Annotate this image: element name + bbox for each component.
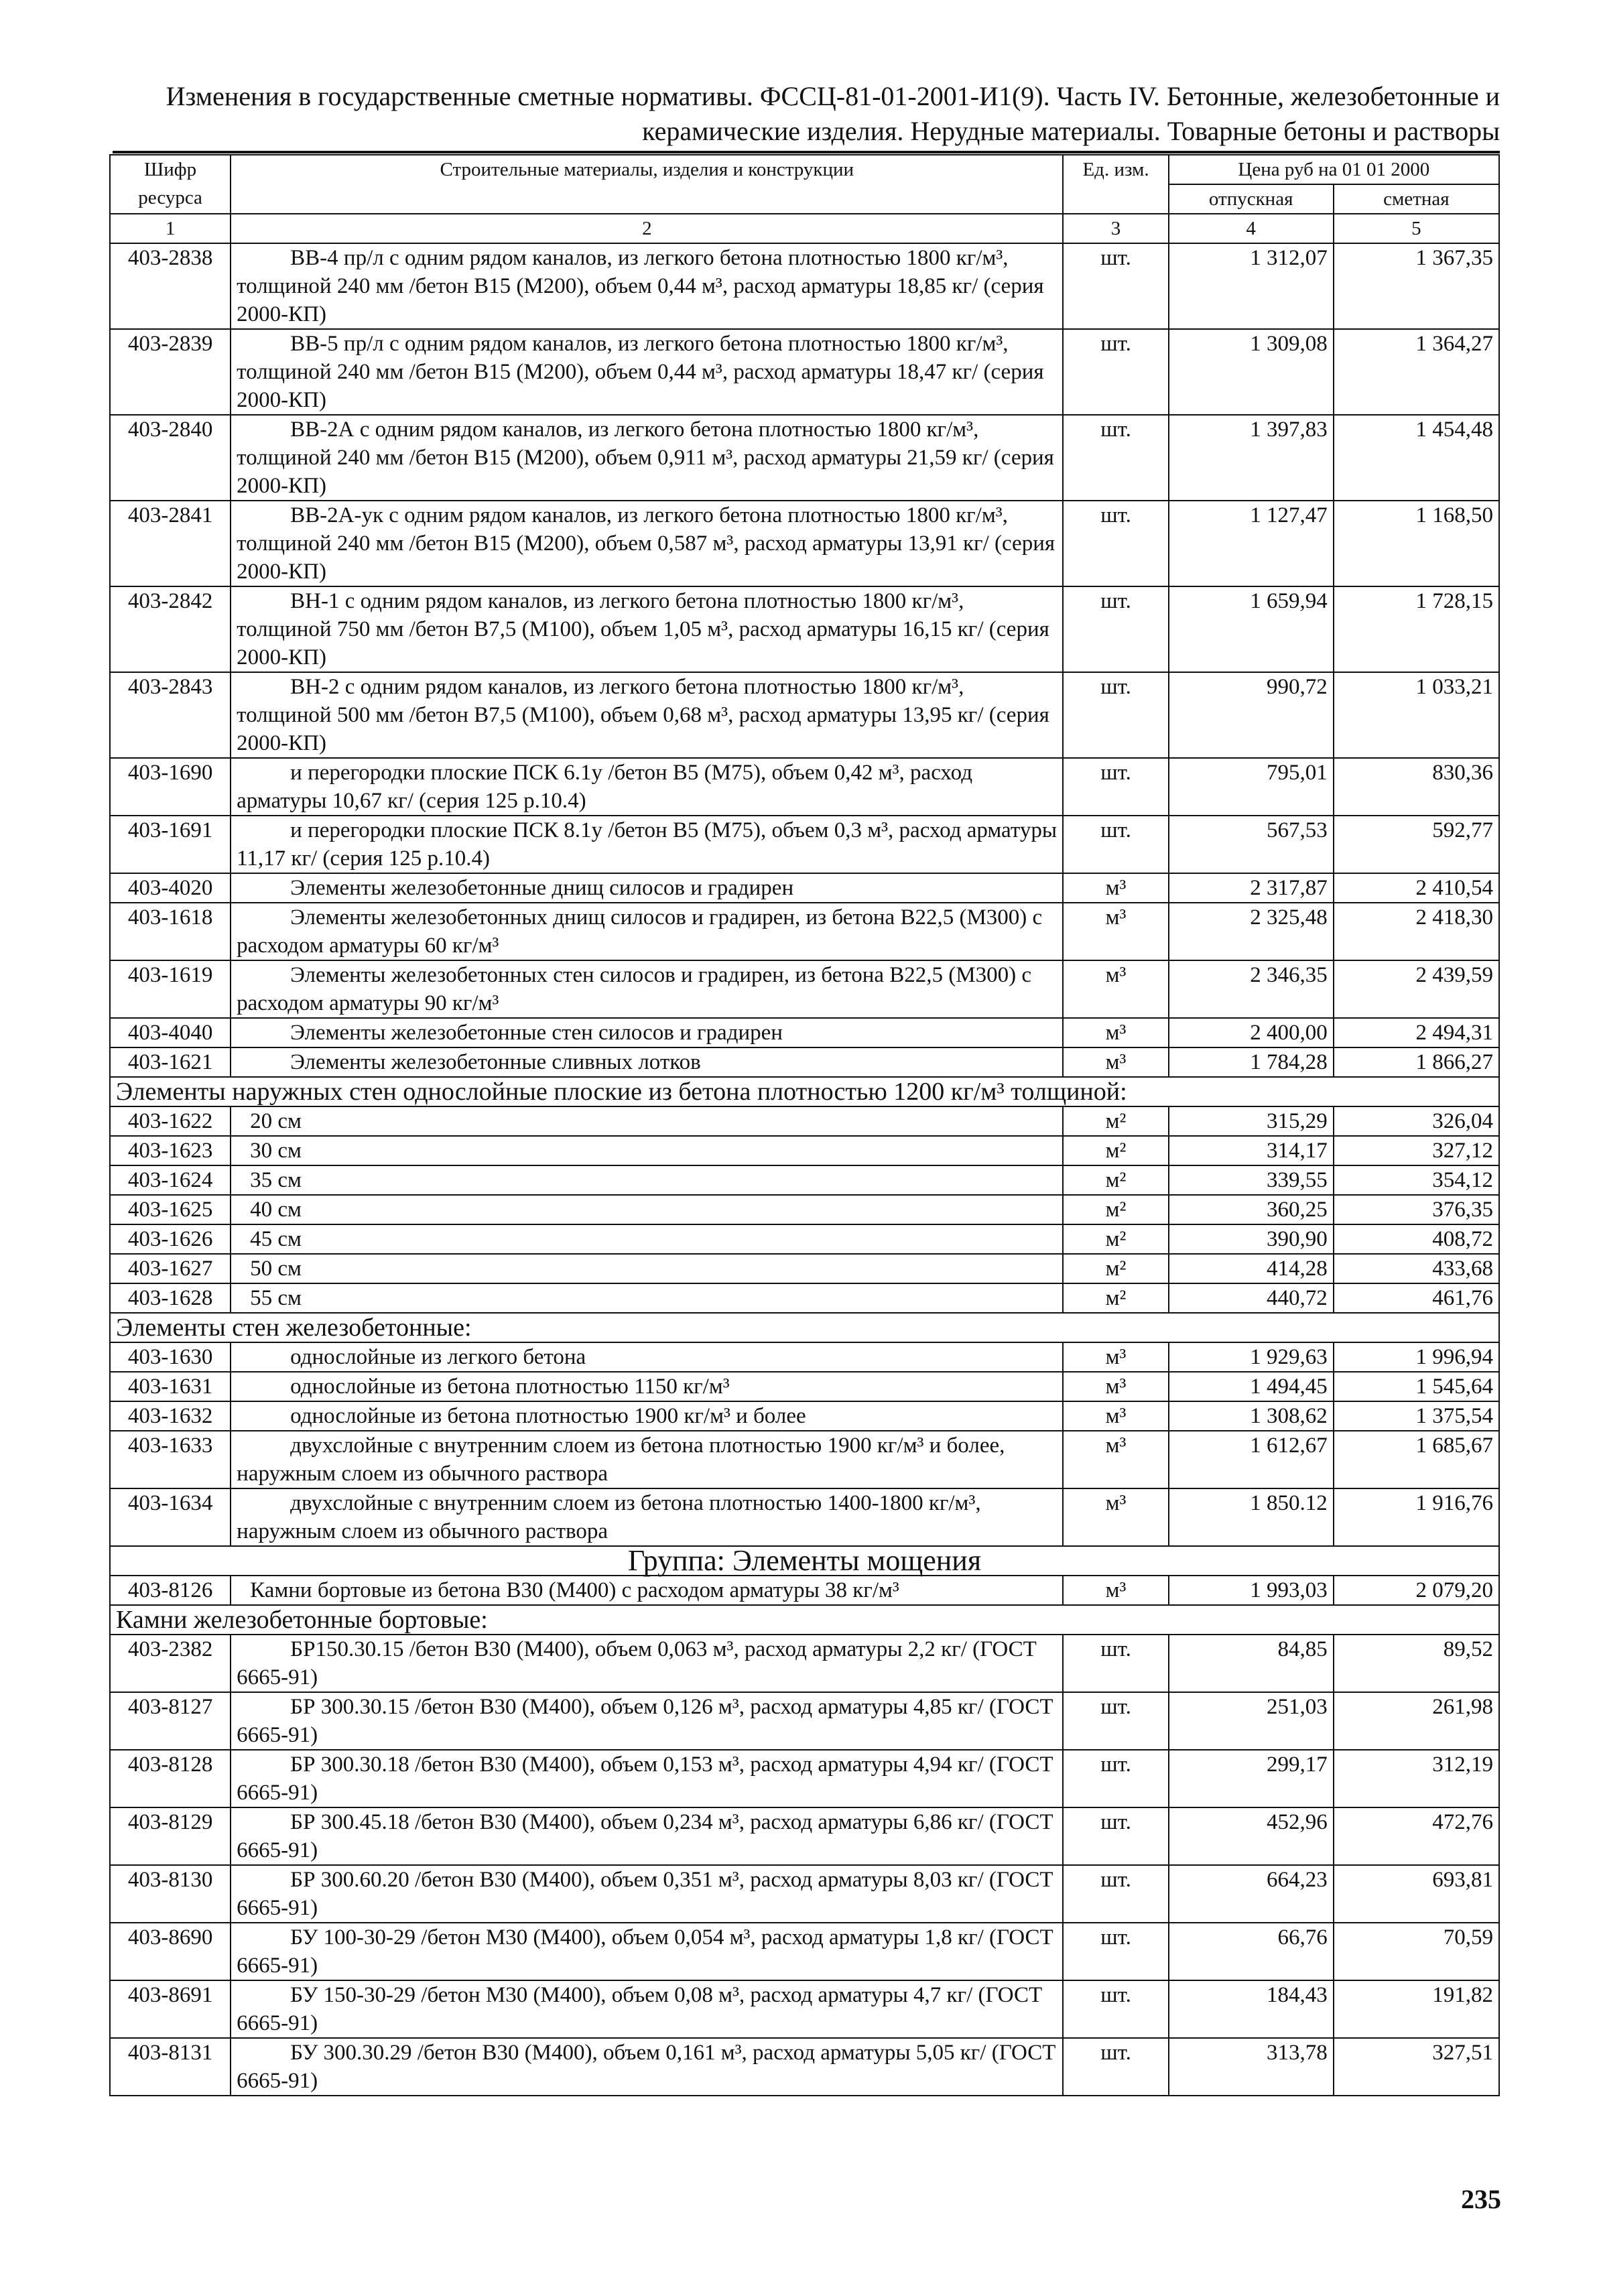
price-release: 1 127,47 <box>1169 501 1334 586</box>
price-release: 314,17 <box>1169 1136 1334 1165</box>
price-estimate: 1 545,64 <box>1334 1372 1499 1401</box>
unit: шт. <box>1063 243 1168 329</box>
price-release: 567,53 <box>1169 816 1334 873</box>
page-header <box>134 79 1500 149</box>
price-table <box>109 154 1500 2096</box>
header-line-1: Изменения в государственные сметные нормативы. ФССЦ-81-01-2001-И1(9). Часть IV. Бетонные, железобетонные и <box>166 81 1500 111</box>
resource-code: 403-1628 <box>110 1283 231 1313</box>
table-row <box>110 1401 1499 1431</box>
resource-code: 403-8129 <box>110 1807 231 1865</box>
material-name: двухслойные с внутренним слоем из бетона плотностью 1900 кг/м³ и более, наружным слоем из обычного раствора <box>231 1431 1063 1488</box>
unit: шт. <box>1063 672 1168 758</box>
price-estimate: 327,12 <box>1334 1136 1499 1165</box>
resource-code: 403-2839 <box>110 329 231 415</box>
price-release: 315,29 <box>1169 1106 1334 1136</box>
price-release: 66,76 <box>1169 1923 1334 1980</box>
price-estimate: 1 996,94 <box>1334 1342 1499 1372</box>
material-name: 50 см <box>231 1254 1063 1283</box>
unit: м² <box>1063 1254 1168 1283</box>
unit: м³ <box>1063 1401 1168 1431</box>
price-release: 1 850.12 <box>1169 1488 1334 1546</box>
material-name: и перегородки плоские ПСК 6.1у /бетон В5 (М75), объем 0,42 м³, расход арматуры 10,67 кг/ (серия 125 р.10.4) <box>231 758 1063 816</box>
unit: м³ <box>1063 1488 1168 1546</box>
price-estimate: 1 454,48 <box>1334 415 1499 501</box>
material-name: Элементы железобетонных днищ силосов и градирен, из бетона В22,5 (М300) с расходом арматуры 60 кг/м³ <box>231 903 1063 960</box>
price-release: 1 929,63 <box>1169 1342 1334 1372</box>
price-estimate: 191,82 <box>1334 1980 1499 2038</box>
unit: шт. <box>1063 415 1168 501</box>
section-title: Элементы стен железобетонные: <box>110 1313 1499 1342</box>
table-row <box>110 873 1499 903</box>
price-estimate: 830,36 <box>1334 758 1499 816</box>
material-name: ВВ-5 пр/л с одним рядом каналов, из легкого бетона плотностью 1800 кг/м³, толщиной 240 мм /бетон В15 (М200), объем 0,44 м³, расход арматуры 18,47 кг/ (серия 2000-КП) <box>231 329 1063 415</box>
unit: шт. <box>1063 1807 1168 1865</box>
price-release: 299,17 <box>1169 1750 1334 1807</box>
table-row <box>110 1047 1499 1077</box>
price-release: 664,23 <box>1169 1865 1334 1923</box>
material-name: однослойные из легкого бетона <box>231 1342 1063 1372</box>
unit: м³ <box>1063 903 1168 960</box>
table-row <box>110 1431 1499 1488</box>
material-name: ВВ-2А-ук с одним рядом каналов, из легкого бетона плотностью 1800 кг/м³, толщиной 240 мм /бетон В15 (М200), объем 0,587 м³, расход арматуры 13,91 кг/ (серия 2000-КП) <box>231 501 1063 586</box>
table-row <box>110 1342 1499 1372</box>
resource-code: 403-2840 <box>110 415 231 501</box>
material-name: БУ 150-30-29 /бетон М30 (М400), объем 0,08 м³, расход арматуры 4,7 кг/ (ГОСТ 6665-91) <box>231 1980 1063 2038</box>
material-name: Элементы железобетонных стен силосов и градирен, из бетона В22,5 (М300) с расходом арматуры 90 кг/м³ <box>231 960 1063 1018</box>
price-estimate: 354,12 <box>1334 1165 1499 1195</box>
header-line-2: керамические изделия. Нерудные материалы. Товарные бетоны и растворы <box>642 116 1500 146</box>
table-row <box>110 903 1499 960</box>
price-estimate: 2 079,20 <box>1334 1576 1499 1605</box>
col-num-2: 2 <box>231 214 1063 243</box>
table-row <box>110 329 1499 415</box>
price-release: 795,01 <box>1169 758 1334 816</box>
resource-code: 403-1624 <box>110 1165 231 1195</box>
table-row <box>110 1283 1499 1313</box>
price-estimate: 2 439,59 <box>1334 960 1499 1018</box>
resource-code: 403-1622 <box>110 1106 231 1136</box>
price-estimate: 2 494,31 <box>1334 1018 1499 1047</box>
price-release: 184,43 <box>1169 1980 1334 2038</box>
material-name: ВН-2 с одним рядом каналов, из легкого бетона плотностью 1800 кг/м³, толщиной 500 мм /бетон В7,5 (М100), объем 0,68 м³, расход арматуры 13,95 кг/ (серия 2000-КП) <box>231 672 1063 758</box>
resource-code: 403-2843 <box>110 672 231 758</box>
price-estimate: 326,04 <box>1334 1106 1499 1136</box>
price-estimate: 1 728,15 <box>1334 586 1499 672</box>
unit: м² <box>1063 1195 1168 1224</box>
price-estimate: 1 916,76 <box>1334 1488 1499 1546</box>
table-row <box>110 816 1499 873</box>
price-release: 84,85 <box>1169 1635 1334 1692</box>
price-estimate: 312,19 <box>1334 1750 1499 1807</box>
price-release: 2 325,48 <box>1169 903 1334 960</box>
material-name: 55 см <box>231 1283 1063 1313</box>
table-body <box>110 243 1499 2096</box>
unit: шт. <box>1063 1980 1168 2038</box>
table-row <box>110 758 1499 816</box>
material-name: 45 см <box>231 1224 1063 1254</box>
price-release: 990,72 <box>1169 672 1334 758</box>
price-release: 251,03 <box>1169 1692 1334 1750</box>
unit: м³ <box>1063 1576 1168 1605</box>
resource-code: 403-1618 <box>110 903 231 960</box>
header-rule <box>113 151 1500 153</box>
material-name: 35 см <box>231 1165 1063 1195</box>
unit: м² <box>1063 1106 1168 1136</box>
price-estimate: 2 418,30 <box>1334 903 1499 960</box>
table-row <box>110 243 1499 329</box>
table-row <box>110 1980 1499 2038</box>
table-row <box>110 501 1499 586</box>
unit: шт. <box>1063 816 1168 873</box>
resource-code: 403-1690 <box>110 758 231 816</box>
resource-code: 403-1691 <box>110 816 231 873</box>
price-estimate: 433,68 <box>1334 1254 1499 1283</box>
table-row <box>110 1923 1499 1980</box>
unit: шт. <box>1063 758 1168 816</box>
section-row <box>110 1313 1499 1342</box>
price-estimate: 1 375,54 <box>1334 1401 1499 1431</box>
table-row <box>110 1195 1499 1224</box>
price-estimate: 1 364,27 <box>1334 329 1499 415</box>
material-name: БУ 300.30.29 /бетон В30 (М400), объем 0,161 м³, расход арматуры 5,05 кг/ (ГОСТ 6665-91) <box>231 2038 1063 2096</box>
price-release: 452,96 <box>1169 1807 1334 1865</box>
price-release: 360,25 <box>1169 1195 1334 1224</box>
unit: шт. <box>1063 586 1168 672</box>
material-name: ВВ-2А с одним рядом каналов, из легкого бетона плотностью 1800 кг/м³, толщиной 240 мм /бетон В15 (М200), объем 0,911 м³, расход арматуры 21,59 кг/ (серия 2000-КП) <box>231 415 1063 501</box>
price-release: 1 993,03 <box>1169 1576 1334 1605</box>
material-name: однослойные из бетона плотностью 1150 кг/м³ <box>231 1372 1063 1401</box>
section-row <box>110 1077 1499 1106</box>
table-row <box>110 672 1499 758</box>
unit: м² <box>1063 1224 1168 1254</box>
table-row <box>110 2038 1499 2096</box>
resource-code: 403-4020 <box>110 873 231 903</box>
price-release: 2 400,00 <box>1169 1018 1334 1047</box>
price-estimate: 592,77 <box>1334 816 1499 873</box>
resource-code: 403-8128 <box>110 1750 231 1807</box>
col-num-5: 5 <box>1334 214 1499 243</box>
unit: м² <box>1063 1283 1168 1313</box>
price-release: 1 309,08 <box>1169 329 1334 415</box>
price-release: 440,72 <box>1169 1283 1334 1313</box>
resource-code: 403-1621 <box>110 1047 231 1077</box>
material-name: однослойные из бетона плотностью 1900 кг/м³ и более <box>231 1401 1063 1431</box>
resource-code: 403-1625 <box>110 1195 231 1224</box>
material-name: 20 см <box>231 1106 1063 1136</box>
material-name: БР 300.30.18 /бетон В30 (М400), объем 0,153 м³, расход арматуры 4,94 кг/ (ГОСТ 6665-91) <box>231 1750 1063 1807</box>
price-release: 1 308,62 <box>1169 1401 1334 1431</box>
price-release: 390,90 <box>1169 1224 1334 1254</box>
material-name: Элементы железобетонные стен силосов и градирен <box>231 1018 1063 1047</box>
price-release: 1 784,28 <box>1169 1047 1334 1077</box>
table-row <box>110 1136 1499 1165</box>
price-release: 1 494,45 <box>1169 1372 1334 1401</box>
col-num-4: 4 <box>1169 214 1334 243</box>
col-num-3: 3 <box>1063 214 1168 243</box>
resource-code: 403-1623 <box>110 1136 231 1165</box>
material-name: БУ 100-30-29 /бетон М30 (М400), объем 0,054 м³, расход арматуры 1,8 кг/ (ГОСТ 6665-91) <box>231 1923 1063 1980</box>
col-release-header: отпускная <box>1169 184 1334 214</box>
section-title: Группа: Элементы мощения <box>110 1546 1499 1576</box>
resource-code: 403-1631 <box>110 1372 231 1401</box>
table-row <box>110 586 1499 672</box>
price-estimate: 327,51 <box>1334 2038 1499 2096</box>
resource-code: 403-8131 <box>110 2038 231 2096</box>
section-title: Камни железобетонные бортовые: <box>110 1605 1499 1635</box>
price-release: 414,28 <box>1169 1254 1334 1283</box>
price-release: 1 612,67 <box>1169 1431 1334 1488</box>
table-row <box>110 1224 1499 1254</box>
col-estimate-header: сметная <box>1334 184 1499 214</box>
unit: м³ <box>1063 873 1168 903</box>
section-title: Элементы наружных стен однослойные плоские из бетона плотностью 1200 кг/м³ толщиной: <box>110 1077 1499 1106</box>
resource-code: 403-8126 <box>110 1576 231 1605</box>
table-row <box>110 1254 1499 1283</box>
resource-code: 403-1634 <box>110 1488 231 1546</box>
price-estimate: 376,35 <box>1334 1195 1499 1224</box>
material-name: Элементы железобетонные днищ силосов и градирен <box>231 873 1063 903</box>
section-row <box>110 1605 1499 1635</box>
material-name: Элементы железобетонные сливных лотков <box>231 1047 1063 1077</box>
resource-code: 403-2382 <box>110 1635 231 1692</box>
table-row <box>110 1372 1499 1401</box>
price-estimate: 1 367,35 <box>1334 243 1499 329</box>
resource-code: 403-2838 <box>110 243 231 329</box>
resource-code: 403-8130 <box>110 1865 231 1923</box>
price-release: 1 312,07 <box>1169 243 1334 329</box>
resource-code: 403-1633 <box>110 1431 231 1488</box>
price-release: 2 346,35 <box>1169 960 1334 1018</box>
price-estimate: 1 033,21 <box>1334 672 1499 758</box>
table-row <box>110 1576 1499 1605</box>
price-estimate: 2 410,54 <box>1334 873 1499 903</box>
material-name: ВВ-4 пр/л с одним рядом каналов, из легкого бетона плотностью 1800 кг/м³, толщиной 240 мм /бетон В15 (М200), объем 0,44 м³, расход арматуры 18,85 кг/ (серия 2000-КП) <box>231 243 1063 329</box>
table-row <box>110 1750 1499 1807</box>
resource-code: 403-8690 <box>110 1923 231 1980</box>
price-estimate: 1 685,67 <box>1334 1431 1499 1488</box>
price-estimate: 261,98 <box>1334 1692 1499 1750</box>
price-release: 313,78 <box>1169 2038 1334 2096</box>
price-estimate: 408,72 <box>1334 1224 1499 1254</box>
material-name: Камни бортовые из бетона В30 (М400) с расходом арматуры 38 кг/м³ <box>231 1576 1063 1605</box>
resource-code: 403-1630 <box>110 1342 231 1372</box>
table-row <box>110 1165 1499 1195</box>
material-name: БР 300.45.18 /бетон В30 (М400), объем 0,234 м³, расход арматуры 6,86 кг/ (ГОСТ 6665-91) <box>231 1807 1063 1865</box>
resource-code: 403-1619 <box>110 960 231 1018</box>
resource-code: 403-8691 <box>110 1980 231 2038</box>
unit: м³ <box>1063 1018 1168 1047</box>
material-name: 30 см <box>231 1136 1063 1165</box>
resource-code: 403-2842 <box>110 586 231 672</box>
unit: шт. <box>1063 1923 1168 1980</box>
price-release: 1 397,83 <box>1169 415 1334 501</box>
material-name: 40 см <box>231 1195 1063 1224</box>
col-price-header: Цена руб на 01 01 2000 <box>1169 155 1499 184</box>
table-row <box>110 1488 1499 1546</box>
page-number: 235 <box>1461 2184 1501 2214</box>
resource-code: 403-2841 <box>110 501 231 586</box>
unit: м³ <box>1063 960 1168 1018</box>
price-release: 339,55 <box>1169 1165 1334 1195</box>
price-estimate: 1 866,27 <box>1334 1047 1499 1077</box>
price-release: 1 659,94 <box>1169 586 1334 672</box>
table-row <box>110 1106 1499 1136</box>
price-estimate: 70,59 <box>1334 1923 1499 1980</box>
unit: шт. <box>1063 1865 1168 1923</box>
unit: м³ <box>1063 1342 1168 1372</box>
unit: шт. <box>1063 329 1168 415</box>
unit: м³ <box>1063 1431 1168 1488</box>
table-row <box>110 1865 1499 1923</box>
unit: м³ <box>1063 1372 1168 1401</box>
material-name: двухслойные с внутренним слоем из бетона плотностью 1400-1800 кг/м³, наружным слоем из обычного раствора <box>231 1488 1063 1546</box>
unit: шт. <box>1063 1692 1168 1750</box>
resource-code: 403-1626 <box>110 1224 231 1254</box>
table-row <box>110 1018 1499 1047</box>
unit: м² <box>1063 1165 1168 1195</box>
resource-code: 403-1627 <box>110 1254 231 1283</box>
section-row <box>110 1546 1499 1576</box>
table-row <box>110 415 1499 501</box>
material-name: и перегородки плоские ПСК 8.1у /бетон В5 (М75), объем 0,3 м³, расход арматуры 11,17 кг/ (серия 125 р.10.4) <box>231 816 1063 873</box>
unit: шт. <box>1063 2038 1168 2096</box>
col-code-header: Шифр ресурса <box>110 155 231 214</box>
material-name: БР 300.60.20 /бетон В30 (М400), объем 0,351 м³, расход арматуры 8,03 кг/ (ГОСТ 6665-91) <box>231 1865 1063 1923</box>
unit: шт. <box>1063 501 1168 586</box>
col-name-header: Строительные материалы, изделия и конструкции <box>231 155 1063 214</box>
material-name: БР150.30.15 /бетон В30 (М400), объем 0,063 м³, расход арматуры 2,2 кг/ (ГОСТ 6665-91) <box>231 1635 1063 1692</box>
col-num-1: 1 <box>110 214 231 243</box>
table-row <box>110 1692 1499 1750</box>
col-unit-header: Ед. изм. <box>1063 155 1168 214</box>
material-name: БР 300.30.15 /бетон В30 (М400), объем 0,126 м³, расход арматуры 4,85 кг/ (ГОСТ 6665-91) <box>231 1692 1063 1750</box>
price-estimate: 693,81 <box>1334 1865 1499 1923</box>
price-estimate: 461,76 <box>1334 1283 1499 1313</box>
price-estimate: 1 168,50 <box>1334 501 1499 586</box>
resource-code: 403-1632 <box>110 1401 231 1431</box>
table-row <box>110 1635 1499 1692</box>
resource-code: 403-4040 <box>110 1018 231 1047</box>
table-row <box>110 1807 1499 1865</box>
resource-code: 403-8127 <box>110 1692 231 1750</box>
price-estimate: 89,52 <box>1334 1635 1499 1692</box>
unit: шт. <box>1063 1750 1168 1807</box>
unit: м² <box>1063 1136 1168 1165</box>
unit: м³ <box>1063 1047 1168 1077</box>
price-release: 2 317,87 <box>1169 873 1334 903</box>
material-name: ВН-1 с одним рядом каналов, из легкого бетона плотностью 1800 кг/м³, толщиной 750 мм /бетон В7,5 (М100), объем 1,05 м³, расход арматуры 16,15 кг/ (серия 2000-КП) <box>231 586 1063 672</box>
price-estimate: 472,76 <box>1334 1807 1499 1865</box>
unit: шт. <box>1063 1635 1168 1692</box>
table-row <box>110 960 1499 1018</box>
